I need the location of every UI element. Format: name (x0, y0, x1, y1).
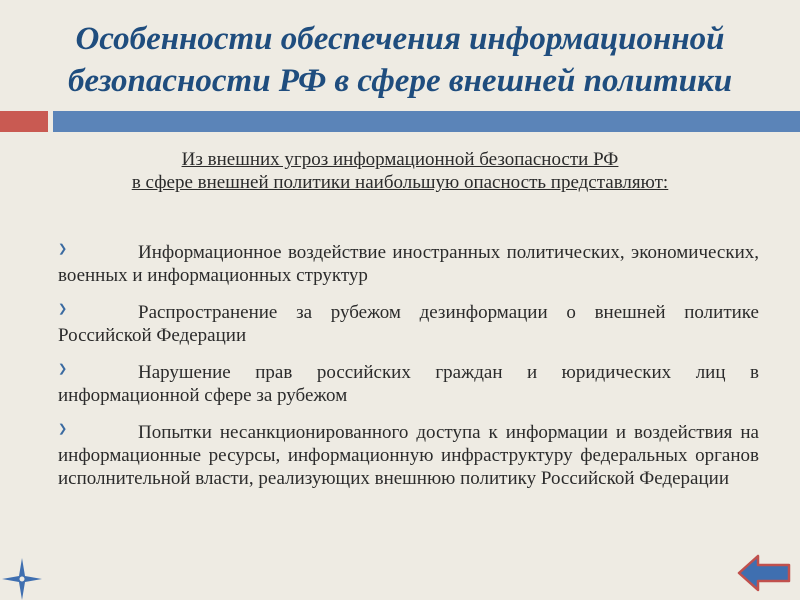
list-item (58, 301, 759, 347)
list-item-text: Распространение за рубежом дезинформации о внешней политике Российской Федерации (58, 302, 759, 346)
chevron-right-icon: ❯ (58, 423, 68, 435)
chevron-right-icon: ❯ (58, 303, 68, 315)
slide-title-line-2: безопасности РФ в сфере внешней политики (67, 63, 733, 99)
list-item-text: Попытки несанкционированного доступа к информации и воздействия на информационные ресурсы, информационную инфраструктуру федеральных органов исполнительной власти, реализующих внешнюю политику Российской Федерации (58, 422, 759, 489)
list-item (58, 361, 759, 407)
slide-title (0, 18, 800, 102)
list-item-text: Информационное воздействие иностранных политических, экономических, военных и информационных структур (58, 242, 759, 286)
list-item (58, 421, 759, 490)
decorative-bar-red (0, 111, 48, 132)
threat-list (58, 241, 759, 504)
slide-title-line-1: Особенности обеспечения информационной (75, 21, 725, 57)
list-item (58, 241, 759, 287)
decorative-bar-blue (53, 111, 800, 132)
intro-text (0, 148, 800, 194)
chevron-right-icon: ❯ (58, 363, 68, 375)
back-arrow-button[interactable] (736, 553, 792, 593)
left-arrow-icon (739, 556, 789, 590)
list-item-text: Нарушение прав российских граждан и юридических лиц в информационной сфере за рубежом (58, 362, 759, 406)
intro-line-2: в сфере внешней политики наибольшую опасность представляют: (131, 172, 669, 193)
compass-star-icon (2, 558, 42, 600)
intro-line-1: Из внешних угроз информационной безопасности РФ (181, 149, 619, 170)
chevron-right-icon: ❯ (58, 243, 68, 255)
